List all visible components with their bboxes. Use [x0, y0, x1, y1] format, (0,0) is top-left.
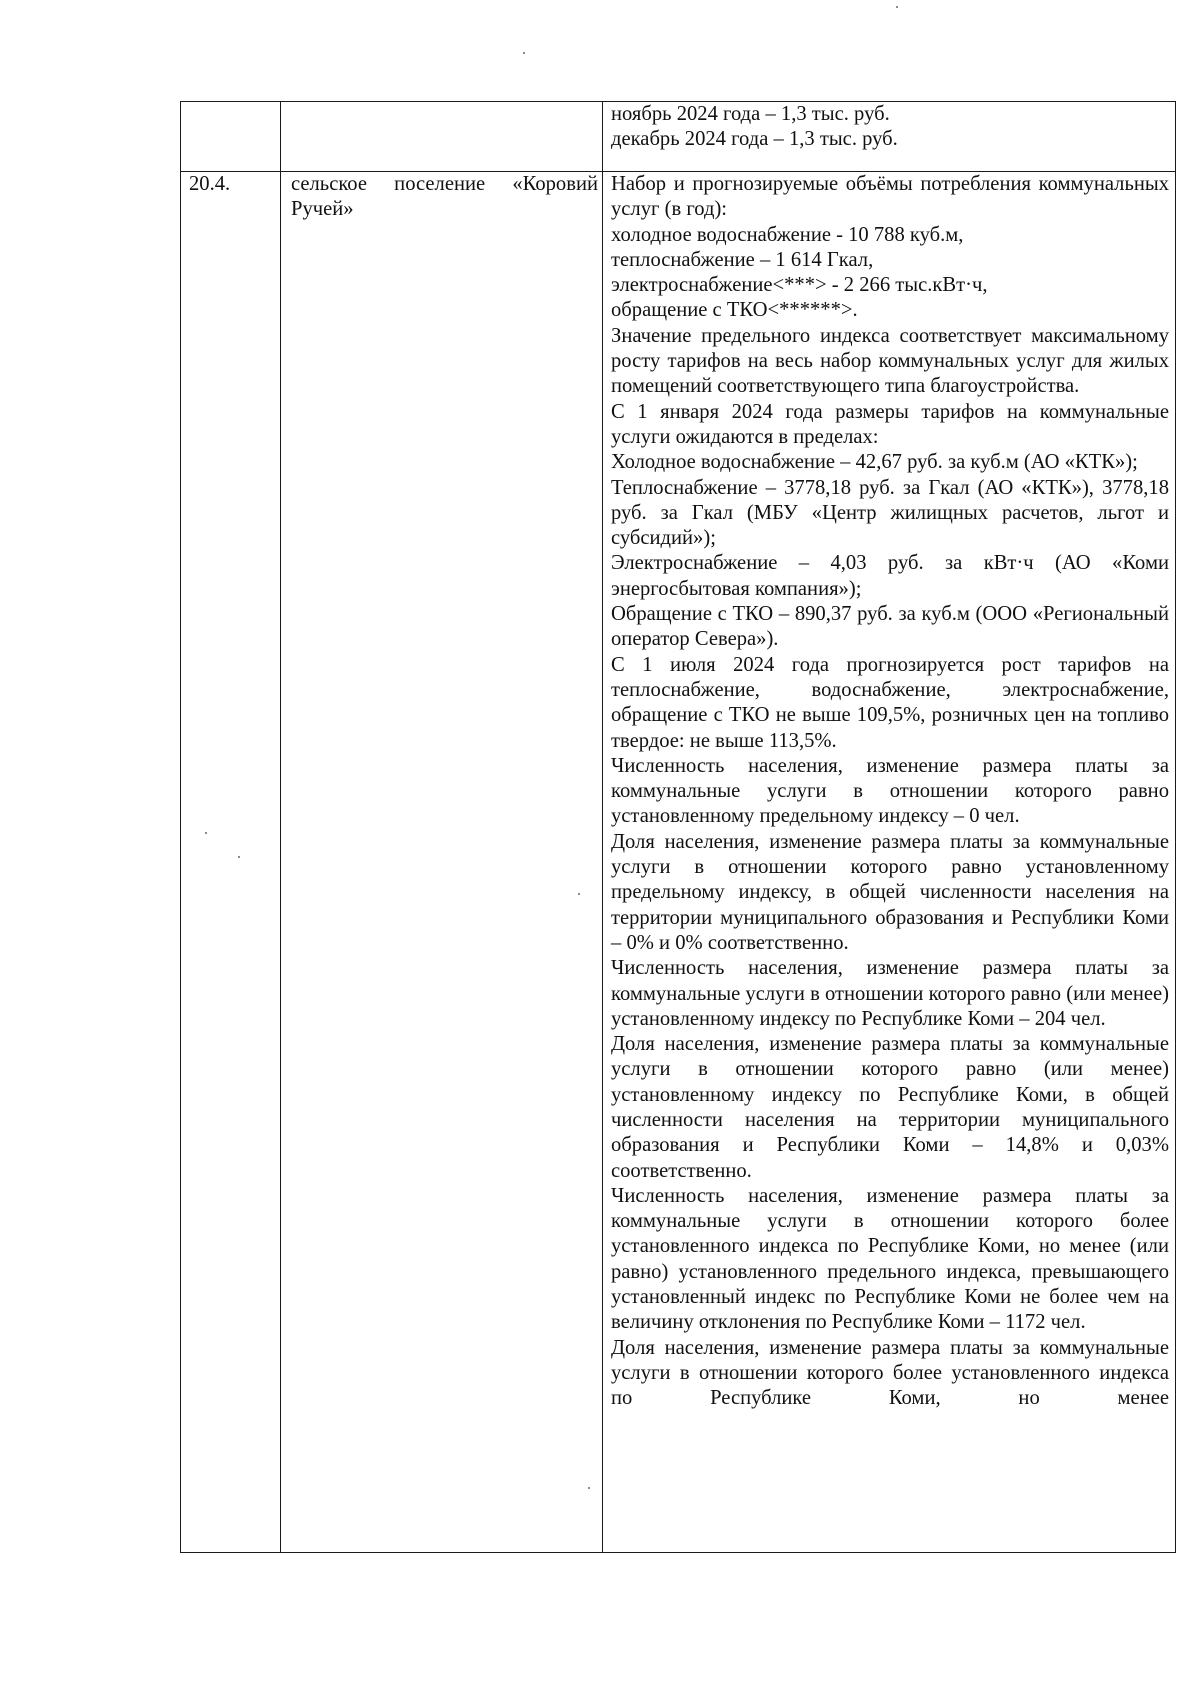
volume-line: обращение с ТКО<******>. [611, 299, 858, 322]
tariff-table [180, 101, 1176, 1553]
settlement-cell [281, 102, 603, 172]
table-row [181, 172, 1176, 1553]
table-row [181, 102, 1176, 172]
text-paragraph: С 1 января 2024 года размеры тарифов на коммунальные услуги ожидаются в пределах: [611, 400, 1169, 448]
text-paragraph: Электроснабжение – 4,03 руб. за кВт·ч (АО «Коми энергосбытовая компания»); [611, 552, 1169, 600]
scan-speck [588, 1487, 590, 1489]
settlement-cell: сельское поселение «Коровий Ручей» [281, 172, 603, 1553]
scan-speck [578, 893, 580, 895]
scan-speck [523, 52, 525, 54]
content-cell [603, 172, 1176, 1553]
month-estimate-line: декабрь 2024 года – 1,3 тыс. руб. [611, 128, 898, 151]
text-paragraph: Теплоснабжение – 3778,18 руб. за Гкал (АО «КТК»), 3778,18 руб. за Гкал (МБУ «Центр жилищных расчетов, льгот и субсидий»); [611, 476, 1169, 550]
scan-speck [238, 856, 240, 858]
text-paragraph: Доля населения, изменение размера платы за коммунальные услуги в отношении которого равно (или менее) установленному индексу по Республике Коми, в общей численности населения на территории муниципального образования и Республики Коми – 14,8% и 0,03% соответственно. [611, 1033, 1169, 1182]
row-number-cell [181, 102, 281, 172]
volume-line: электроснабжение<***> - 2 266 тыс.кВт·ч, [611, 274, 988, 297]
text-paragraph: Холодное водоснабжение – 42,67 руб. за куб.м (АО «КТК»); [611, 451, 1138, 474]
text-paragraph: Численность населения, изменение размера платы за коммунальные услуги в отношении которого равно установленному предельному индексу – 0 чел. [611, 754, 1169, 828]
content-cell [603, 102, 1176, 172]
intro-paragraph: Набор и прогнозируемые объёмы потребления коммунальных услуг (в год): [611, 173, 1169, 221]
text-paragraph: Численность населения, изменение размера платы за коммунальные услуги в отношении которого равно (или менее) установленному индексу по Республике Коми – 204 чел. [611, 957, 1169, 1030]
row-number-cell: 20.4. [181, 172, 281, 1553]
text-paragraph: Доля населения, изменение размера платы за коммунальные услуги в отношении которого равно установленному предельному индексу, в общей численности населения на территории муниципального образования и Республики Коми – 0% и 0% соответственно. [611, 830, 1169, 954]
text-paragraph: Численность населения, изменение размера платы за коммунальные услуги в отношении которого более установленного индекса по Республике Коми, но менее (или равно) установленного предельного индекса, превышающего установленный индекс по Республике Коми не более чем на величину отклонения по Республике Коми – 1172 чел. [611, 1184, 1169, 1334]
text-paragraph: Обращение с ТКО – 890,37 руб. за куб.м (ООО «Региональный оператор Севера»). [611, 603, 1169, 651]
scan-speck [896, 6, 898, 8]
volume-line: холодное водоснабжение - 10 788 куб.м, [611, 223, 964, 246]
text-paragraph: Значение предельного индекса соответствует максимальному росту тарифов на весь набор коммунальных услуг для жилых помещений соответствующего типа благоустройства. [611, 324, 1169, 398]
scan-speck [205, 832, 207, 834]
text-paragraph: С 1 июля 2024 года прогнозируется рост тарифов на теплоснабжение, водоснабжение, электроснабжение, обращение с ТКО не выше 109,5%, розничных цен на топливо твердое: не выше 113,5%. [611, 653, 1169, 752]
month-estimate-line: ноябрь 2024 года – 1,3 тыс. руб. [611, 103, 890, 125]
volume-line: теплоснабжение – 1 614 Гкал, [611, 248, 874, 271]
text-paragraph: Доля населения, изменение размера платы за коммунальные услуги в отношении которого более установленного индекса по Республике Коми, но менее [611, 1336, 1169, 1410]
